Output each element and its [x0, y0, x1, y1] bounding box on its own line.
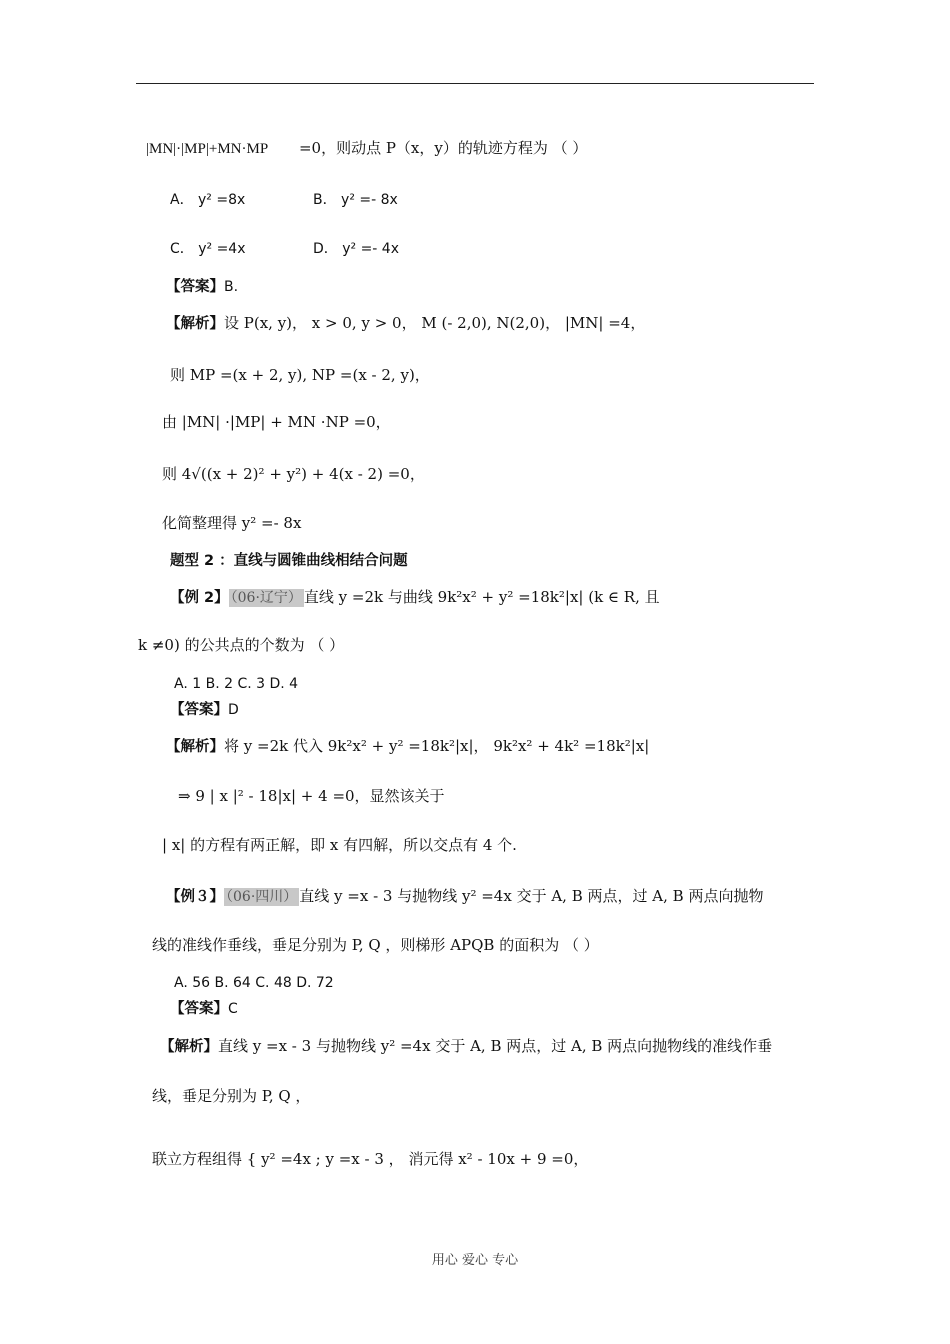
analysis-label: 【解析】	[166, 316, 224, 332]
example-2-options: A. 1 B. 2 C. 3 D. 4	[174, 676, 299, 692]
example-3-options: A. 56 B. 64 C. 48 D. 72	[174, 975, 334, 991]
analysis-line-2: 则 MP =(x + 2, y), NP =(x - 2, y)，	[170, 366, 430, 384]
section-title: 题型 2 ：直线与圆锥曲线相结合问题	[170, 553, 408, 569]
analysis-text: 设 P(x, y)， x > 0, y > 0， M (- 2,0), N(2,0)， |MN| =4，	[224, 314, 646, 332]
option-b: B． y² =- 8x	[313, 192, 398, 208]
analysis-label-3: 【解析】	[160, 1039, 218, 1055]
analysis-3-line-1	[160, 1035, 772, 1058]
example-3-line	[166, 885, 763, 908]
question-formula-line	[146, 137, 587, 160]
answer-value-3: C	[228, 1001, 238, 1017]
example-2-label: 【例 2】	[170, 590, 229, 606]
analysis-3-line-3: 联立方程组得 { y² =4x ; y =x - 3 ， 消元得 x² - 10x + 9 =0，	[152, 1150, 589, 1168]
analysis-2-line-1	[166, 735, 649, 758]
example-3-label: 【例３】	[166, 889, 224, 905]
example-3-line-2: 线的准线作垂线，垂足分别为 P, Q ，则梯形 APQB 的面积为 （ ）	[152, 936, 599, 954]
example-2-line-2: k ≠0) 的公共点的个数为 （ ）	[138, 636, 345, 654]
question-text: =0，则动点 P（x，y）的轨迹方程为 （ ）	[298, 139, 588, 157]
option-c: C． y² =4x	[170, 241, 246, 257]
answer-line-1	[166, 275, 238, 298]
analysis-2-text: 将 y =2k 代入 9k²x² + y² =18k²|x|， 9k²x² + 4k² =18k²|x|	[224, 737, 650, 755]
example-2-text: 直线 y =2k 与曲线 9k²x² + y² =18k²|x| (k ∈ R, 且	[303, 588, 660, 606]
answer-label-3: 【答案】	[170, 1001, 228, 1017]
example-2-line	[170, 586, 660, 609]
analysis-3-line-2: 线，垂足分别为 P, Q ，	[152, 1087, 311, 1105]
analysis-2-line-2: ⇒ 9 | x |² - 18|x| + 4 =0，显然该关于	[178, 787, 445, 805]
answer-line-2	[170, 698, 239, 721]
example-3-text: 直线 y =x - 3 与抛物线 y² =4x 交于 A, B 两点，过 A, B 两点向抛物	[299, 887, 764, 905]
analysis-line-5: 化简整理得 y² =- 8x	[162, 514, 302, 532]
answer-label-2: 【答案】	[170, 702, 228, 718]
answer-value: B.	[224, 279, 239, 295]
header-rule	[136, 83, 814, 84]
vector-formula: |MN|·|MP|+MN·MP	[146, 141, 269, 157]
option-a: A． y² =8x	[170, 192, 246, 208]
option-d: D． y² =- 4x	[313, 241, 400, 257]
analysis-2-line-3: | x| 的方程有两正解，即 x 有四解，所以交点有 4 个.	[162, 836, 517, 854]
analysis-line-4: 则 4√((x + 2)² + y²) + 4(x - 2) =0，	[162, 465, 425, 483]
page-footer: 用心 爱心 专心	[431, 1253, 519, 1268]
analysis-line-1	[166, 312, 645, 335]
answer-label: 【答案】	[166, 279, 224, 295]
example-2-source: （06·辽宁）	[230, 590, 302, 606]
analysis-3-text: 直线 y =x - 3 与抛物线 y² =4x 交于 A, B 两点，过 A, B 两点向抛物线的准线作垂	[218, 1037, 773, 1055]
example-3-source: （06·四川）	[226, 889, 298, 905]
analysis-line-3: 由 |MN| ·|MP| + MN ·NP =0，	[162, 413, 391, 431]
analysis-label-2: 【解析】	[166, 739, 224, 755]
answer-value-2: D	[228, 702, 239, 718]
answer-line-3	[170, 997, 238, 1020]
